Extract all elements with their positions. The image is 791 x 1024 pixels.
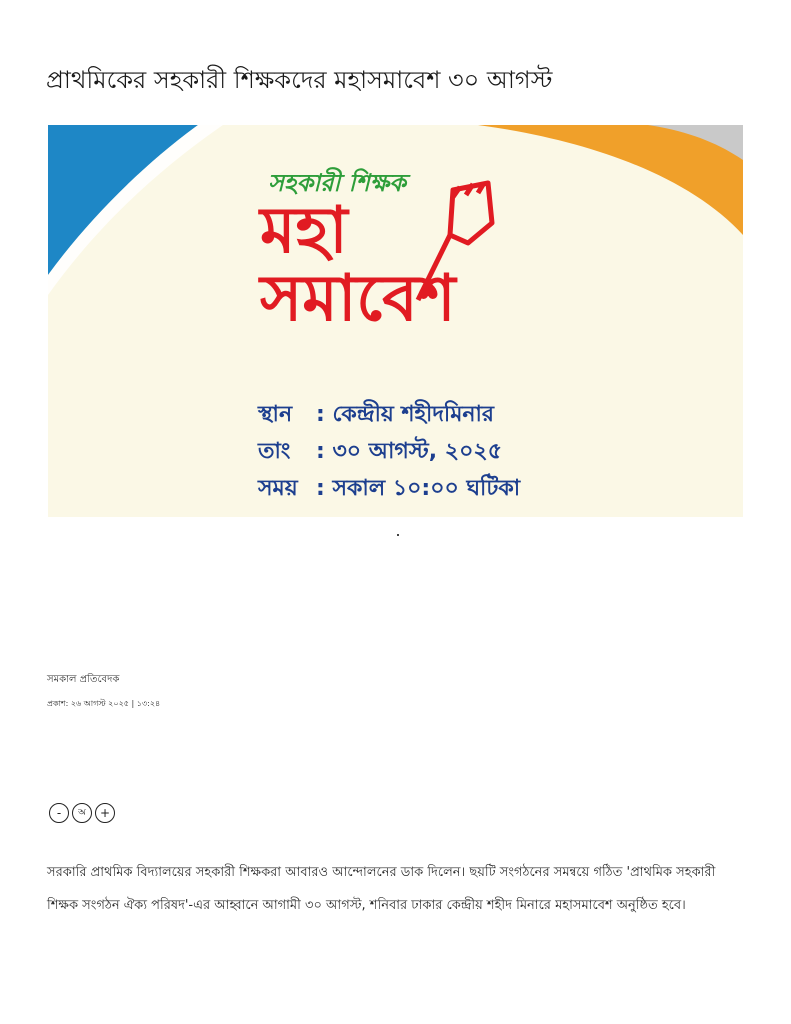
banner-time-value: : সকাল ১০:০০ ঘটিকা [316, 476, 521, 501]
banner-title-line1: মহা [260, 194, 348, 268]
banner-title-line2: সমাবেশ [260, 262, 456, 336]
article-headline: প্রাথমিকের সহকারী শিক্ষকদের মহাসমাবেশ ৩০ আগস্ট [46, 66, 553, 94]
article-body-paragraph: সরকারি প্রাথমিক বিদ্যালয়ের সহকারী শিক্ষকরা আবারও আন্দোলনের ডাক দিলেন। ছয়টি সংগঠনের সমন্বয়ে গঠিত 'প্রাথমিক সহকারী শিক্ষক সংগঠন ঐক্য পরিষদ'-এর আহ্বানে আগামী ৩০ আগস্ট, শনিবার ঢাকার কেন্দ্রীয় শহীদ মিনারে মহাসমাবেশ অনুষ্ঠিত হবে। [47, 865, 716, 913]
article-published-time: প্রকাশ: ২৬ আগস্ট ২০২৫ | ১৩:২৪ [47, 699, 161, 708]
increase-text-size-button[interactable]: + [95, 803, 115, 823]
banner-subtitle: সহকারী শিক্ষক [268, 169, 406, 197]
banner-time-label: সময় [258, 476, 298, 501]
banner-date-value: : ৩০ আগস্ট, ২০২৫ [316, 439, 502, 464]
article-author: সমকাল প্রতিবেদক [47, 674, 120, 685]
banner-date-label: তাং [258, 439, 291, 464]
separator-dot [397, 534, 399, 536]
decrease-text-size-button[interactable]: - [49, 803, 69, 823]
banner-venue-value: : কেন্দ্রীয় শহীদমিনার [316, 402, 495, 427]
banner-venue-label: স্থান [258, 402, 293, 427]
text-size-controls [49, 803, 115, 823]
reset-text-size-button[interactable]: অ [72, 803, 92, 823]
event-banner-image [48, 125, 743, 517]
